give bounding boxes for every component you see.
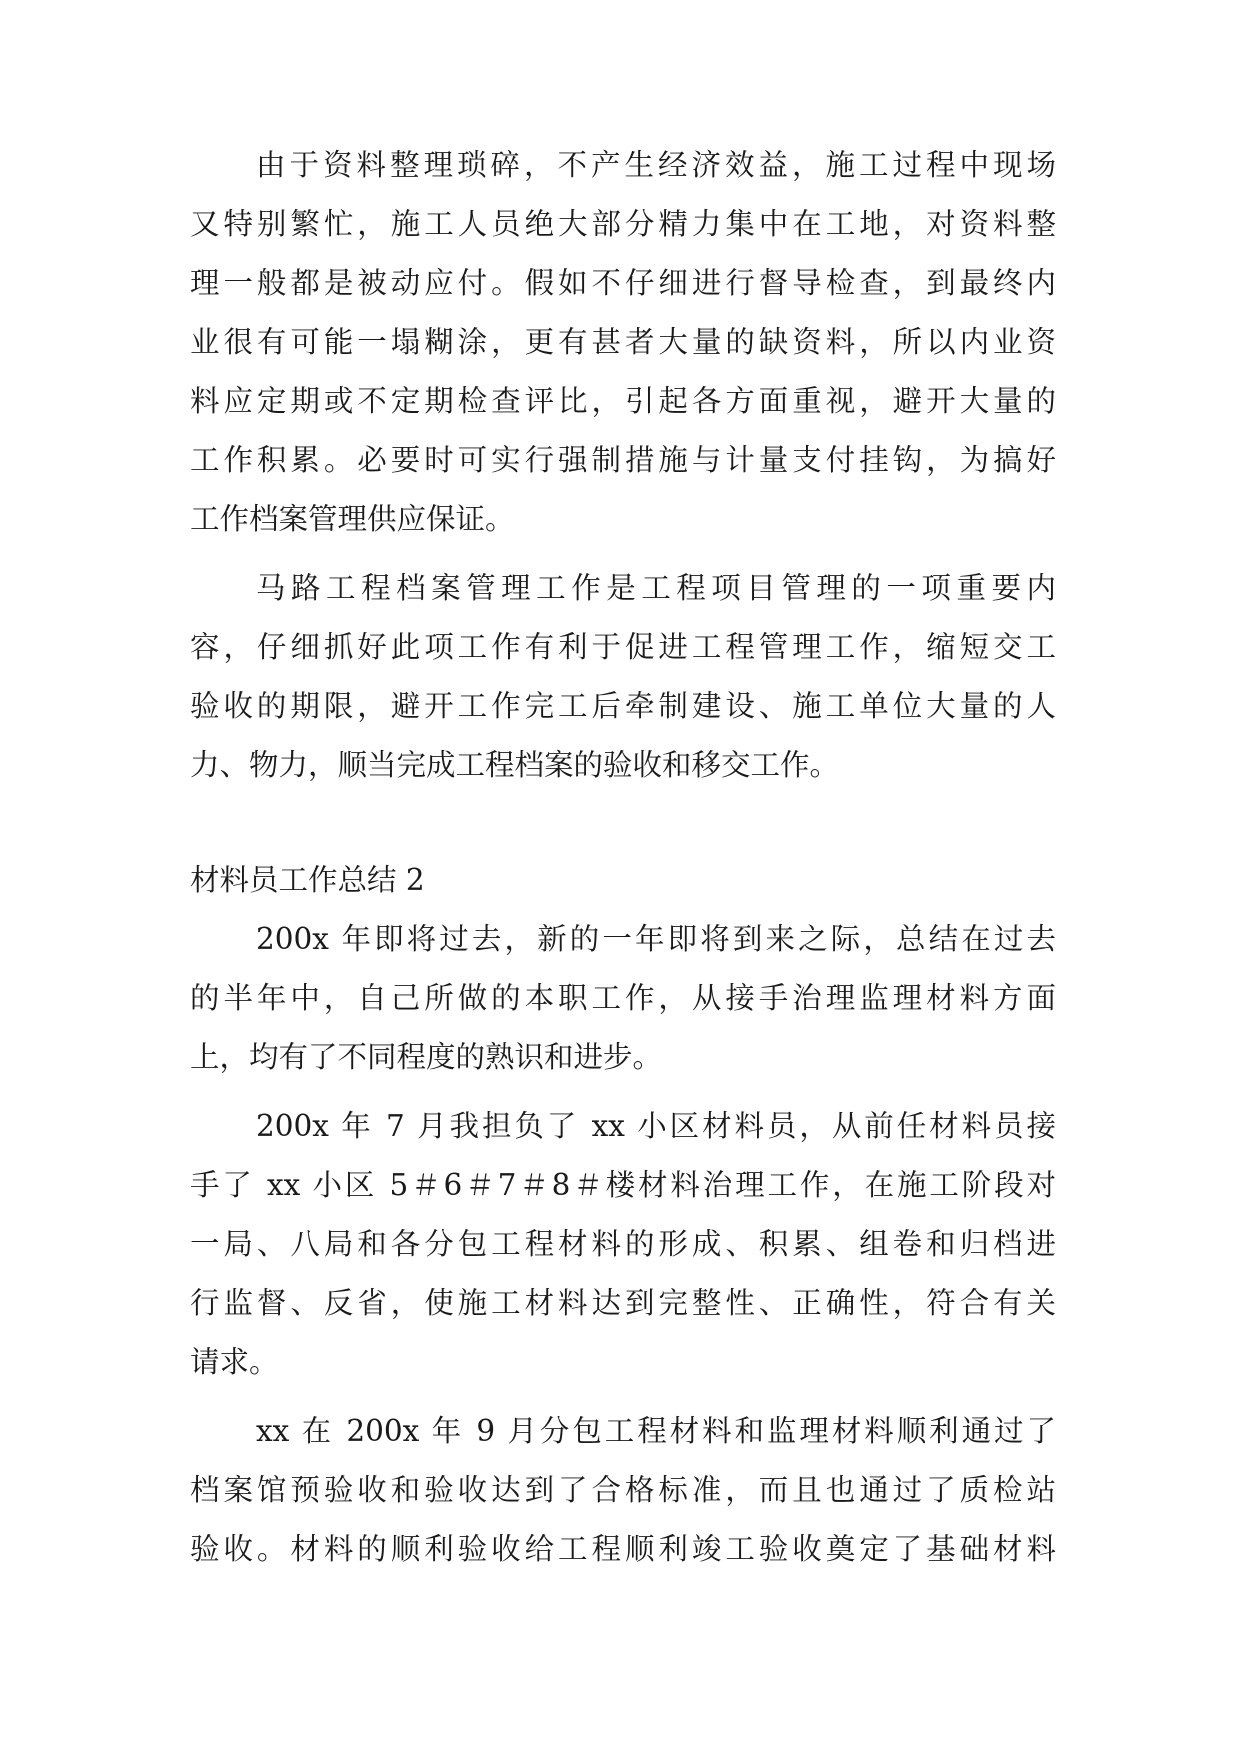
paragraph-4-line-2: 手了 xx 小区 5＃6＃7＃8＃楼材料治理工作，在施工阶段对 (190, 1168, 1056, 1202)
paragraph-2-line-2: 容，仔细抓好此项工作有利于促进工程管理工作，缩短交工 (190, 630, 1056, 664)
paragraph-1-line-6: 工作积累。必要时可实行强制措施与计量支付挂钩，为搞好 (190, 443, 1056, 477)
paragraph-4-line-4: 行监督、反省，使施工材料达到完整性、正确性，符合有关 (190, 1286, 1056, 1320)
paragraph-2-line-3: 验收的期限，避开工作完工后牵制建设、施工单位大量的人 (190, 689, 1056, 723)
paragraph-3-line-2: 的半年中，自己所做的本职工作，从接手治理监理材料方面 (190, 981, 1056, 1015)
paragraph-1-line-2: 又特别繁忙，施工人员绝大部分精力集中在工地，对资料整 (190, 207, 1056, 241)
paragraph-4-line-3: 一局、八局和各分包工程材料的形成、积累、组卷和归档进 (190, 1227, 1056, 1261)
paragraph-4-line-1: 200x 年 7 月我担负了 xx 小区材料员，从前任材料员接 (256, 1109, 1056, 1143)
paragraph-1-line-5: 料应定期或不定期检查评比，引起各方面重视，避开大量的 (190, 384, 1056, 418)
paragraph-2-line-4: 力、物力，顺当完成工程档案的验收和移交工作。 (190, 748, 840, 782)
paragraph-4-line-5: 请求。 (190, 1345, 279, 1379)
section-heading: 材料员工作总结 2 (190, 863, 425, 897)
paragraph-3-line-3: 上，均有了不同程度的熟识和进步。 (190, 1040, 663, 1074)
paragraph-3-line-1: 200x 年即将过去，新的一年即将到来之际，总结在过去 (256, 922, 1056, 956)
paragraph-5-line-1: xx 在 200x 年 9 月分包工程材料和监理材料顺利通过了 (256, 1414, 1056, 1448)
paragraph-1-line-1: 由于资料整理琐碎，不产生经济效益，施工过程中现场 (256, 148, 1056, 182)
paragraph-5-line-3: 验收。材料的顺利验收给工程顺利竣工验收奠定了基础材料 (190, 1532, 1056, 1566)
paragraph-2-line-1: 马路工程档案管理工作是工程项目管理的一项重要内 (256, 571, 1056, 605)
paragraph-5-line-2: 档案馆预验收和验收达到了合格标准，而且也通过了质检站 (190, 1473, 1056, 1507)
paragraph-1-line-4: 业很有可能一塌糊涂，更有甚者大量的缺资料，所以内业资 (190, 325, 1056, 359)
paragraph-1-line-3: 理一般都是被动应付。假如不仔细进行督导检查，到最终内 (190, 266, 1056, 300)
paragraph-1-line-7: 工作档案管理供应保证。 (190, 502, 515, 536)
